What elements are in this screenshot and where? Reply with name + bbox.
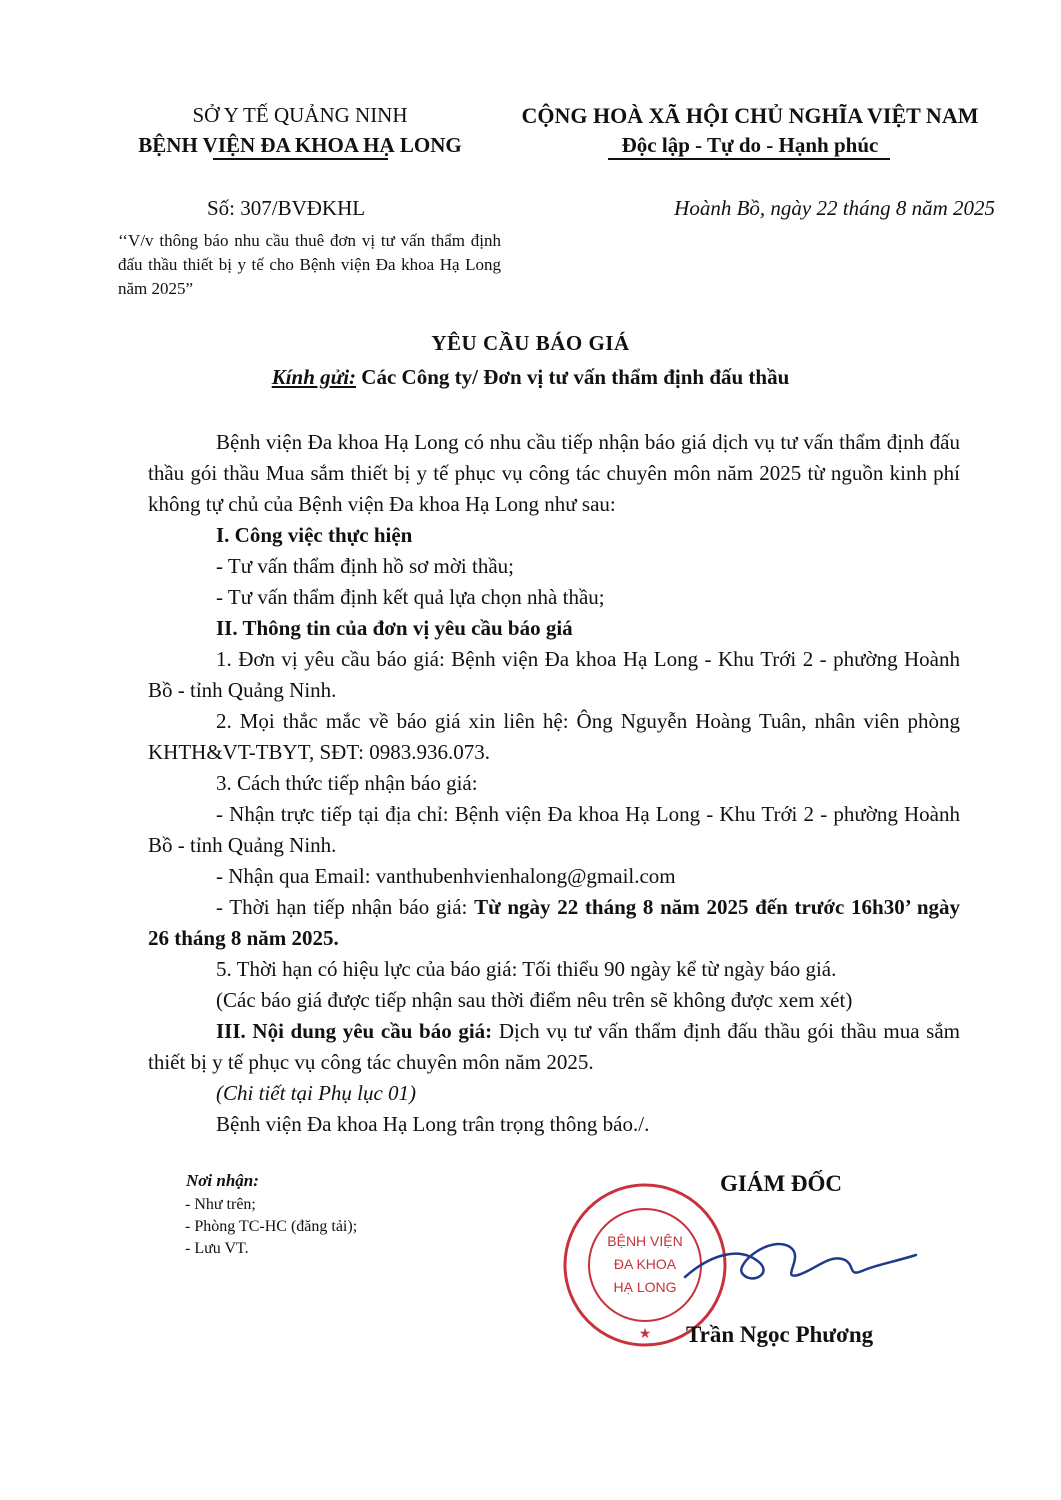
stamp-line: HẠ LONG — [613, 1279, 677, 1295]
org-parent-name: SỞ Y TẾ QUẢNG NINH — [192, 103, 408, 127]
intro-paragraph: Bệnh viện Đa khoa Hạ Long có nhu cầu tiếp nhận báo giá dịch vụ tư vấn thẩm định đấu thầu gói thầu Mua sắm thiết bị y tế phục vụ công tác chuyên môn năm 2025 từ nguồn kinh phí không tự chủ của Bệnh viện Đa khoa Hạ Long như sau: — [148, 430, 960, 516]
hospital-name-underline — [213, 158, 388, 160]
motto-underline — [608, 158, 890, 160]
place-and-date: Hoành Bồ, ngày 22 tháng 8 năm 2025 — [674, 196, 995, 220]
deadline-label: - Thời hạn tiếp nhận báo giá: — [216, 895, 475, 919]
section-3 — [148, 1016, 960, 1078]
hospital-name: BỆNH VIỆN ĐA KHOA HẠ LONG — [138, 133, 462, 157]
section-3-text: Dịch vụ tư vấn thẩm định đấu thầu gói thầu mua sắm thiết bị y tế phục vụ công tác chuyên môn năm 2025. — [148, 1019, 961, 1074]
receive-deadline — [148, 892, 960, 954]
national-motto: Độc lập - Tự do - Hạnh phúc — [621, 133, 879, 157]
recipient-text: Các Công ty/ Đơn vị tư vấn thẩm định đấu thầu — [356, 365, 790, 389]
closing-line: Bệnh viện Đa khoa Hạ Long trân trọng thông báo./. — [216, 1112, 650, 1136]
section-1-item: - Tư vấn thẩm định kết quả lựa chọn nhà thầu; — [216, 585, 605, 609]
stamp-star-icon: ★ — [638, 1327, 652, 1342]
section-1-item: - Tư vấn thẩm định hồ sơ mời thầu; — [216, 554, 515, 578]
recipient-item: - Phòng TC-HC (đăng tải); — [185, 1218, 358, 1235]
stamp-line: BỆNH VIỆN — [607, 1233, 683, 1249]
section-2-note: (Các báo giá được tiếp nhận sau thời điểm nêu trên sẽ không được xem xét) — [216, 988, 853, 1012]
signature-stroke — [685, 1244, 916, 1278]
section-3-title: III. Nội dung yêu cầu báo giá: — [216, 1019, 493, 1043]
receive-email: - Nhận qua Email: vanthubenhvienhalong@gmail.com — [216, 864, 676, 888]
recipient-item: - Như trên; — [185, 1196, 256, 1213]
signer-name: Trần Ngọc Phương — [686, 1322, 874, 1347]
recipients-title: Nơi nhận: — [186, 1171, 259, 1190]
deadline-value: Từ ngày 22 tháng 8 năm 2025 đến trước 16h30’ ngày 26 tháng 8 năm 2025. — [148, 895, 961, 950]
director-title: GIÁM ĐỐC — [720, 1171, 843, 1196]
recipient-line — [0, 365, 1061, 390]
stamp-line: ĐA KHOA — [613, 1256, 677, 1272]
document-title: YÊU CẦU BÁO GIÁ — [431, 331, 630, 355]
director-signature — [680, 1225, 920, 1295]
national-title: CỘNG HOÀ XÃ HỘI CHỦ NGHĨA VIỆT NAM — [521, 103, 979, 128]
section-2-item-5: 5. Thời hạn có hiệu lực của báo giá: Tối thiểu 90 ngày kể từ ngày báo giá. — [216, 957, 837, 981]
document-subject: ‘‘V/v thông báo nhu cầu thuê đơn vị tư vấn thẩm định đấu thầu thiết bị y tế cho Bệnh viện Đa khoa Hạ Long năm 2025” — [118, 231, 501, 298]
section-2-item-3: 3. Cách thức tiếp nhận báo giá: — [216, 771, 478, 795]
receive-direct: - Nhận trực tiếp tại địa chỉ: Bệnh viện Đa khoa Hạ Long - Khu Trới 2 - phường Hoành Bồ - tỉnh Quảng Ninh. — [148, 802, 960, 857]
appendix-note: (Chi tiết tại Phụ lục 01) — [216, 1081, 417, 1105]
section-2-item-1: 1. Đơn vị yêu cầu báo giá: Bệnh viện Đa khoa Hạ Long - Khu Trới 2 - phường Hoành Bồ - tỉnh Quảng Ninh. — [148, 647, 960, 702]
section-2-item-2: 2. Mọi thắc mắc về báo giá xin liên hệ: Ông Nguyễn Hoàng Tuân, nhân viên phòng KHTH&VT-TBYT, SĐT: 0983.936.073. — [148, 709, 960, 764]
document-number: Số: 307/BVĐKHL — [207, 196, 366, 220]
section-2-title: II. Thông tin của đơn vị yêu cầu báo giá — [216, 616, 573, 640]
recipient-label: Kính gửi: — [271, 365, 357, 389]
recipient-item: - Lưu VT. — [185, 1240, 249, 1257]
section-1-title: I. Công việc thực hiện — [216, 523, 413, 547]
